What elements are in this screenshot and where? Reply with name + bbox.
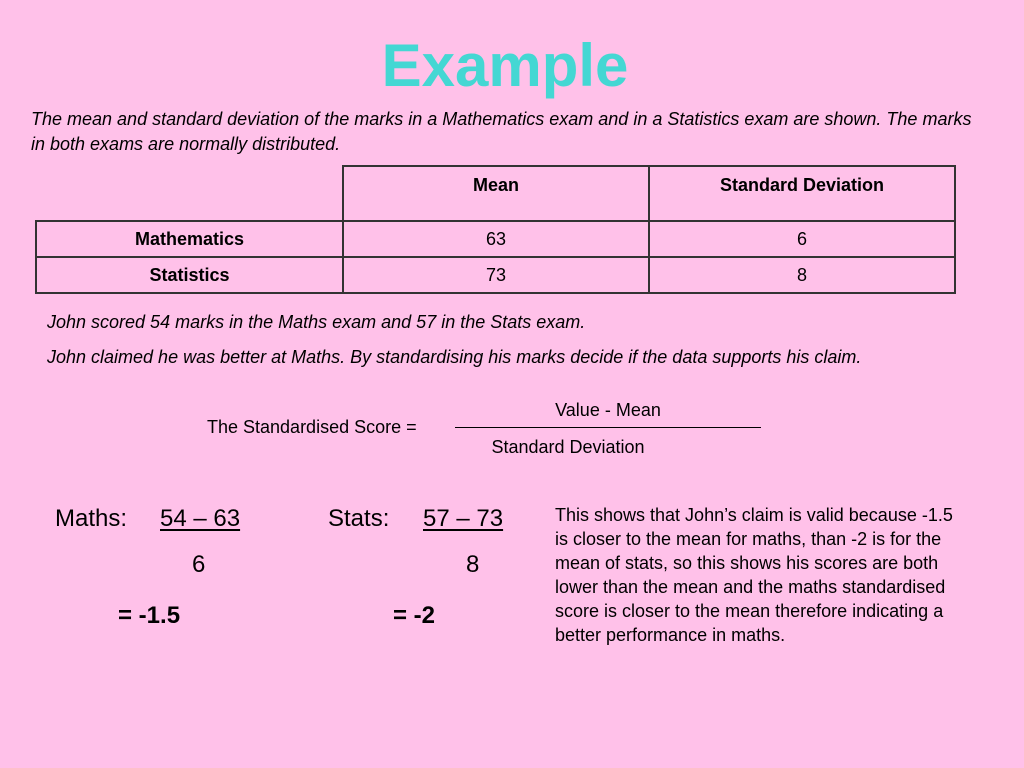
header-mean: Mean [343, 166, 649, 221]
header-standard-deviation: Standard Deviation [649, 166, 955, 221]
cell-statistics-mean: 73 [343, 257, 649, 293]
stats-label: Stats: [328, 505, 390, 532]
maths-denominator: 6 [192, 551, 206, 578]
cell-statistics-sd: 8 [649, 257, 955, 293]
formula-label: The Standardised Score = [207, 417, 417, 437]
intro-text: The mean and standard deviation of the marks in a Mathematics exam and in a Statistics exam are shown. The marks in both exams are normally distributed. [31, 109, 972, 154]
slide-title: Example [381, 32, 629, 99]
maths-numerator: 54 – 63 [160, 505, 241, 532]
table-corner-cell [36, 166, 343, 221]
stats-result: = -2 [393, 602, 436, 629]
data-table [35, 165, 956, 294]
row-label-mathematics: Mathematics [36, 221, 343, 257]
formula-denominator: Standard Deviation [491, 437, 645, 457]
maths-label: Maths: [55, 505, 128, 532]
maths-result: = -1.5 [118, 602, 181, 629]
cell-mathematics-mean: 63 [343, 221, 649, 257]
cell-mathematics-sd: 6 [649, 221, 955, 257]
question-line-2: John claimed he was better at Maths. By standardising his marks decide if the data supports his claim. [47, 347, 862, 367]
table-row [36, 221, 955, 257]
stats-numerator: 57 – 73 [423, 505, 504, 532]
conclusion-text: This shows that John’s claim is valid because -1.5 is closer to the mean for maths, than -2 is for the mean of stats, so this shows his scores are both lower than the mean and the maths standardised score is closer to the mean therefore indicating a better performance in maths. [555, 505, 953, 645]
question-line-1: John scored 54 marks in the Maths exam and 57 in the Stats exam. [47, 312, 586, 332]
formula-fraction-bar [455, 427, 761, 428]
table-row [36, 257, 955, 293]
stats-denominator: 8 [466, 551, 480, 578]
formula-numerator: Value - Mean [555, 400, 661, 420]
table-header-row [36, 166, 955, 221]
row-label-statistics: Statistics [36, 257, 343, 293]
